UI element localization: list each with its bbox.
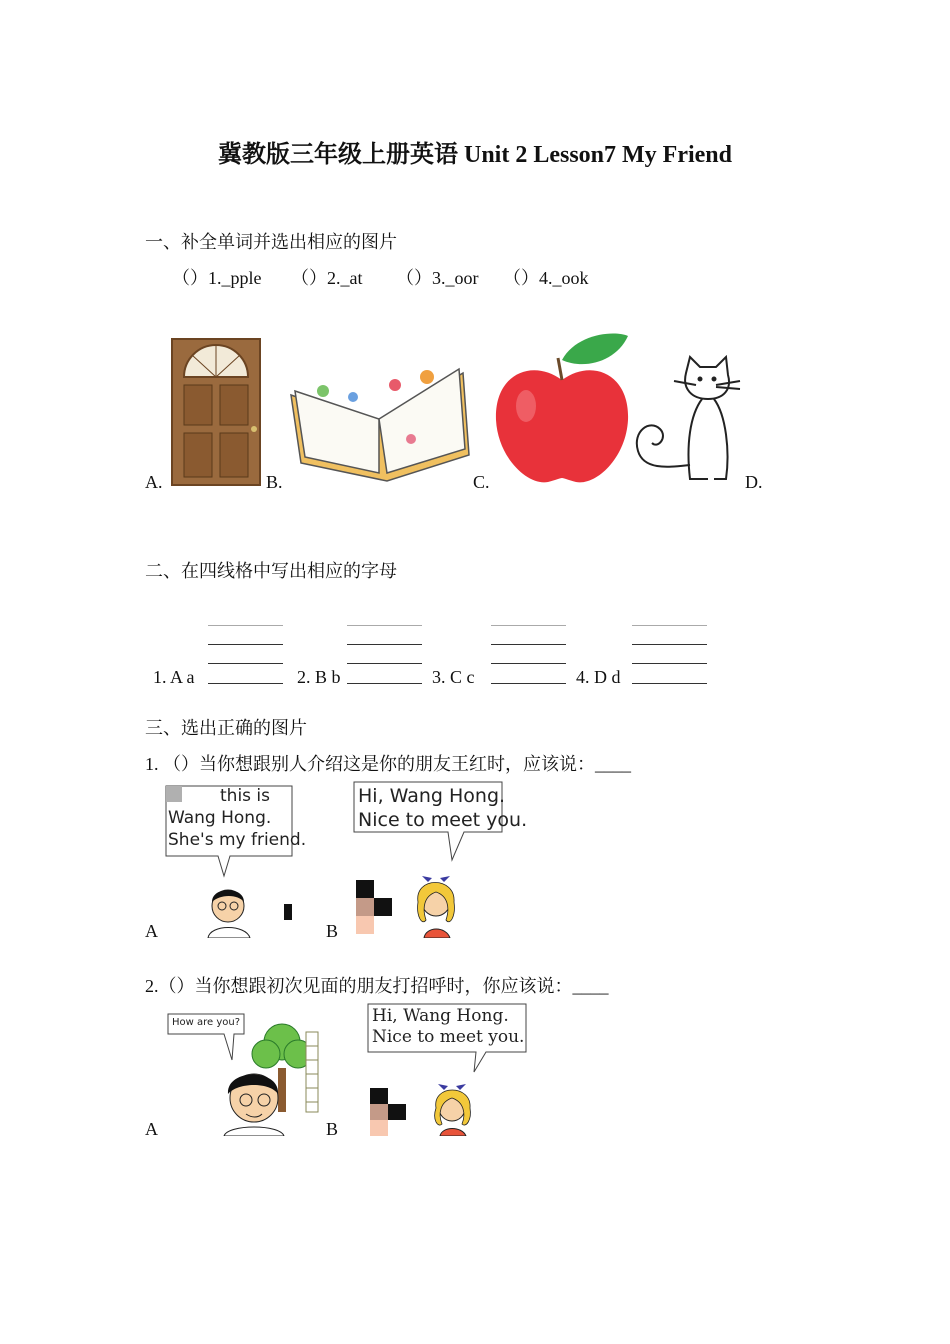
choice-b-label: B.	[266, 472, 283, 492]
grid2-line3	[347, 663, 422, 664]
section2-heading: 二、在四线格中写出相应的字母	[145, 561, 397, 581]
question-2: 2.（）当你想跟初次见面的朋友打招呼时，你应该说：____	[145, 976, 609, 996]
grid2-line2	[347, 644, 422, 645]
grid4-line1	[632, 625, 707, 626]
q2-a-bubble: How are you?	[172, 1017, 241, 1028]
letter-item-2: 2. B b	[297, 667, 341, 687]
door-image	[170, 337, 262, 487]
letter-item-4: 4. D d	[576, 667, 621, 687]
cat-image	[630, 355, 748, 489]
letter-item-3: 3. C c	[432, 667, 475, 687]
q2-option-a-image	[166, 1012, 320, 1136]
apple-image	[492, 328, 632, 488]
q1-a-bubble-line3: She's my friend.	[168, 830, 307, 850]
fill-item-1: （）1._pple	[172, 268, 262, 288]
grid4-line3	[632, 663, 707, 664]
q1-label-a: A	[145, 921, 158, 941]
q1-label-b: B	[326, 921, 339, 941]
choice-c-label: C.	[473, 472, 490, 492]
fill-item-4: （）4._ook	[503, 268, 589, 288]
q2-label-b: B	[326, 1119, 339, 1139]
choice-a-label: A.	[145, 472, 163, 492]
book-image	[287, 355, 473, 487]
letter-item-1: 1. A a	[153, 667, 195, 687]
fill-item-2: （）2._at	[291, 268, 363, 288]
q1-a-bubble-line1: this is	[220, 786, 271, 806]
q2-label-a: A	[145, 1119, 158, 1139]
grid1-line2	[208, 644, 283, 645]
page-title: 冀教版三年级上册英语 Unit 2 Lesson7 My Friend	[217, 142, 732, 168]
grid1-line3	[208, 663, 283, 664]
question-1: 1. （）当你想跟别人介绍这是你的朋友王红时，应该说：____	[145, 754, 631, 774]
section3-heading: 三、选出正确的图片	[145, 718, 307, 738]
q2-b-bubble-line2: Nice to meet you.	[372, 1027, 525, 1047]
grid2-line1	[347, 625, 422, 626]
grid3-line3	[491, 663, 566, 664]
grid2-line4	[347, 683, 422, 684]
choice-d-label: D.	[745, 472, 763, 492]
grid4-line2	[632, 644, 707, 645]
grid4-line4	[632, 683, 707, 684]
grid1-line1	[208, 625, 283, 626]
grid1-line4	[208, 683, 283, 684]
grid3-line1	[491, 625, 566, 626]
grid3-line2	[491, 644, 566, 645]
fill-item-3: （）3._oor	[396, 268, 479, 288]
q1-a-bubble-line2: Wang Hong.	[168, 808, 272, 828]
q1-b-bubble-line2: Nice to meet you.	[358, 809, 528, 831]
q1-b-bubble-line1: Hi, Wang Hong.	[358, 785, 506, 807]
section1-heading: 一、补全单词并选出相应的图片	[145, 232, 397, 252]
q2-b-bubble-line1: Hi, Wang Hong.	[372, 1006, 509, 1026]
grid3-line4	[491, 683, 566, 684]
